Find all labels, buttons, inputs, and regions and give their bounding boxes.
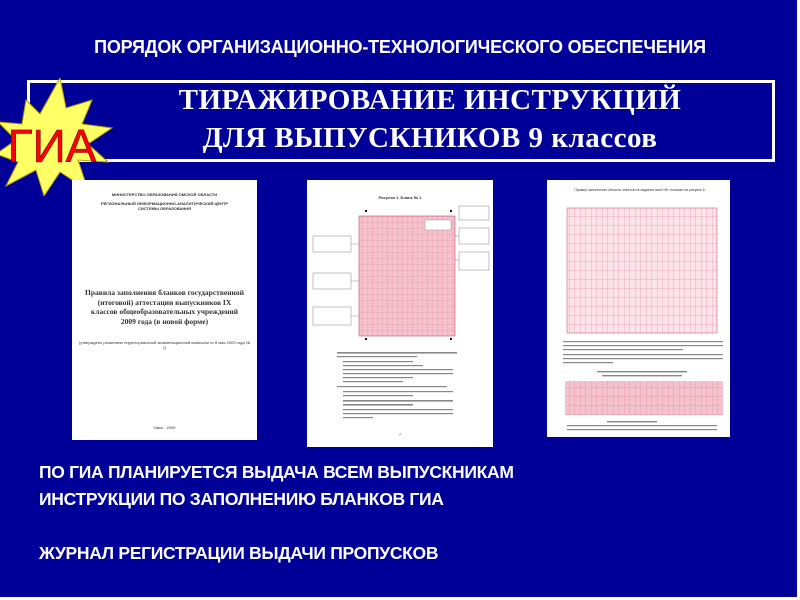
- document-form-thumbnail: Рисунок 1. Бланк № 1 7: [307, 180, 493, 447]
- title-line-2: ДЛЯ ВЫПУСКНИКОВ 9 классов: [202, 122, 658, 154]
- bullet-line-1: ПО ГИА ПЛАНИРУЕТСЯ ВЫДАЧА ВСЕМ ВЫПУСКНИКАМ: [39, 462, 514, 482]
- title-line-1: ТИРАЖИРОВАНИЕ ИНСТРУКЦИЙ: [178, 84, 682, 116]
- bullet-line-3: ЖУРНАЛ РЕГИСТРАЦИИ ВЫДАЧИ ПРОПУСКОВ: [39, 543, 439, 563]
- cover-title: Правила заполнения бланков государственной (итоговой) аттестации выпускников IX классов общеобразовательных учреждений 2009 года (в новой форме): [85, 288, 244, 326]
- bullet-line-2: ИНСТРУКЦИИ ПО ЗАПОЛНЕНИЮ БЛАНКОВ ГИА: [39, 489, 444, 509]
- answer-grid-diagram: [547, 180, 730, 437]
- document-cover-thumbnail: МИНИСТЕРСТВО ОБРАЗОВАНИЯ ОМСКОЙ ОБЛАСТИ РЕГИОНАЛЬНЫЙ ИНФОРМАЦИОННО-АНАЛИТИЧЕСКИЙ ЦЕНТР СИСТЕМЫ ОБРАЗОВАНИЯ Правила заполнения бланков государственной (итоговой) аттестации выпускников IX классов общеобразовательных учреждений 2009 года (в новой форме) (утверждено решением территориальной экзаменационной комиссии от 8 мая 2009 года № 1) Омск - 2009: [72, 180, 257, 440]
- badge-text: ГИА: [7, 120, 97, 172]
- gia-star-badge-icon: [0, 78, 126, 196]
- form-diagram: [307, 180, 493, 447]
- document-answers-thumbnail: Пример заполнения области ответов на задания типа «В» показан на рисунке 6.: [547, 180, 730, 437]
- slide-heading: ПОРЯДОК ОРГАНИЗАЦИОННО-ТЕХНОЛОГИЧЕСКОГО ОБЕСПЕЧЕНИЯ: [94, 37, 706, 57]
